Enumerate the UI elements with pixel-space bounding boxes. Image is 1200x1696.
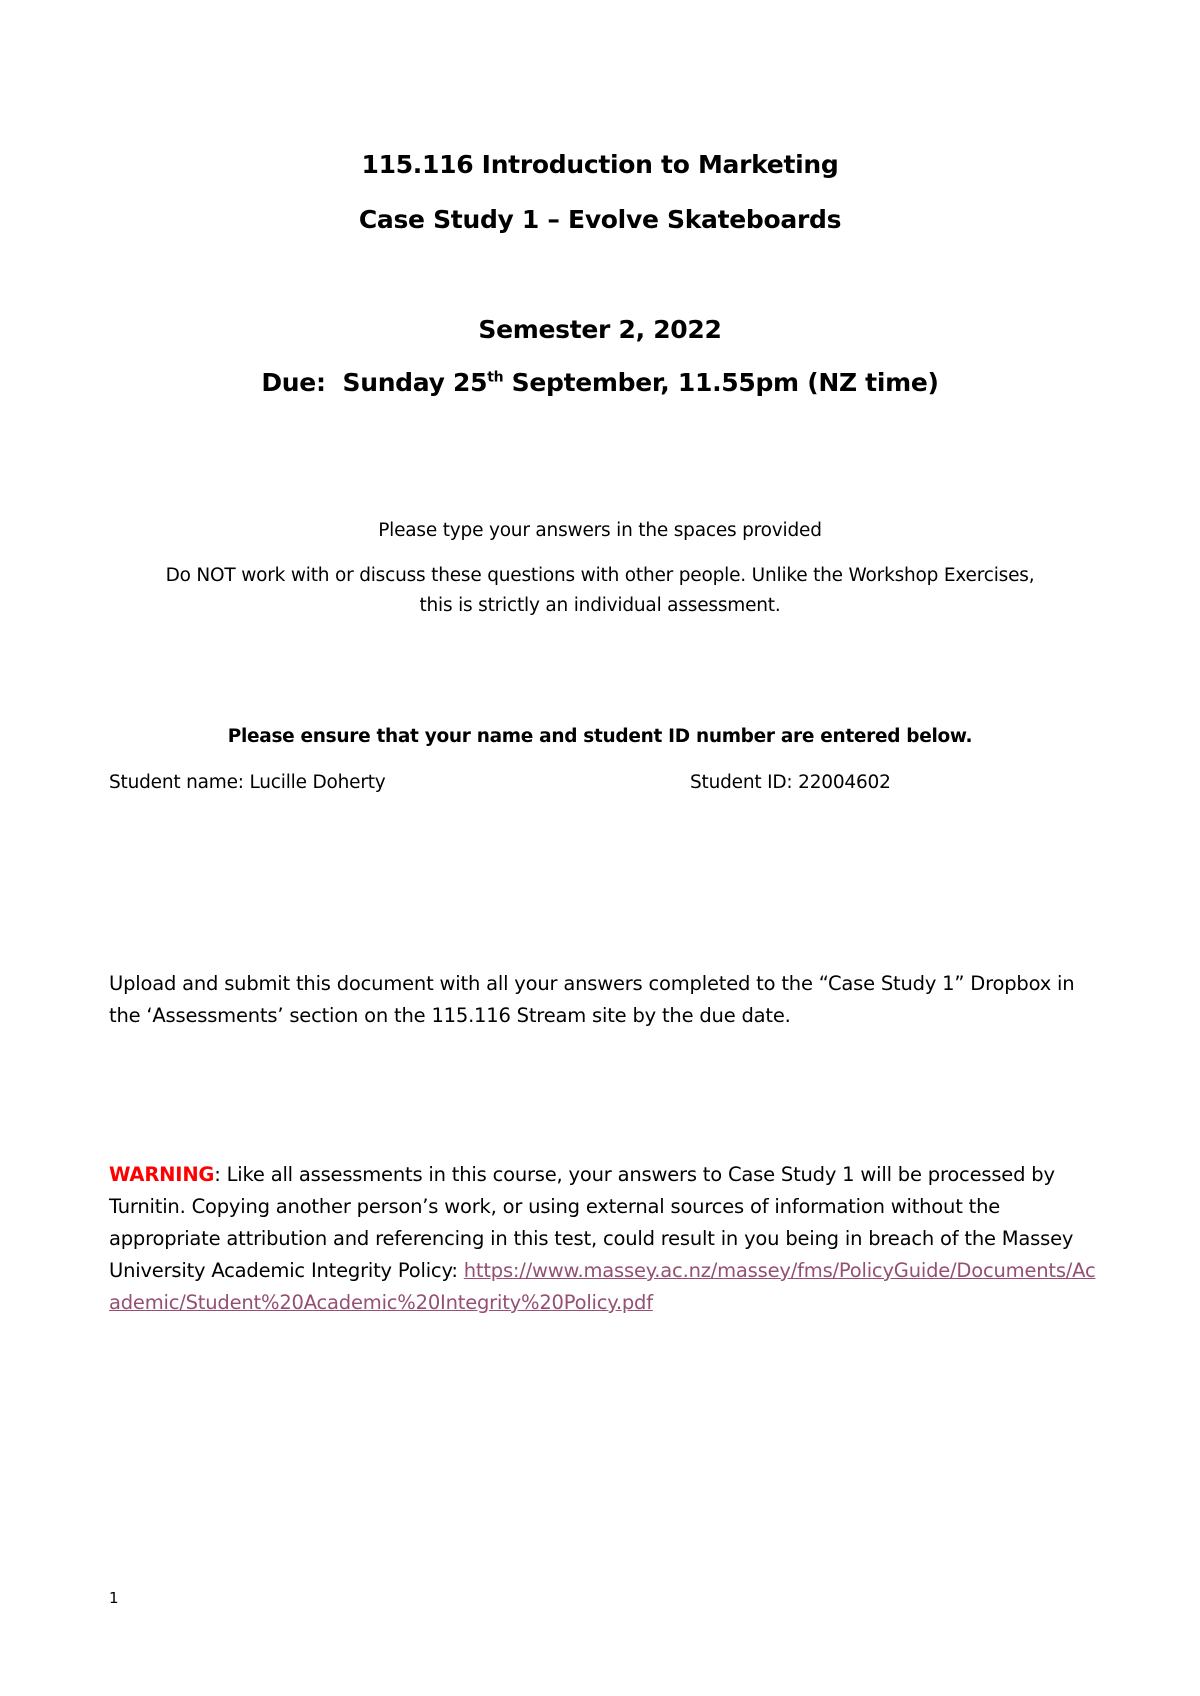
upload-instructions: Upload and submit this document with all your answers completed to the “Case Study 1” Dropbox in the ‘Assessments’ section on the 115.116 Stream site by the due date. [109, 972, 1075, 1027]
case-study-title: Case Study 1 – Evolve Skateboards [358, 205, 842, 234]
due-date [0, 368, 1200, 397]
instruction-line-1: Please type your answers in the spaces provided [378, 520, 822, 541]
student-id-field[interactable]: Student ID: 22004602 [690, 772, 891, 793]
warning-colon: : [214, 1163, 221, 1186]
instruction-line-3: this is strictly an individual assessment. [419, 595, 781, 616]
student-name-field[interactable]: Student name: Lucille Doherty [109, 772, 386, 793]
warning-paragraph [109, 1159, 1099, 1319]
warning-text: Like all assessments in this course, your answers to Case Study 1 will be processed by Turnitin. Copying another person’s work, or using external sources of information without the appropriate attribution and referencing in this test, could result in you being in breach of the Massey University Academic Integrity Policy: [109, 1163, 1074, 1282]
due-label: Due: [261, 368, 326, 397]
due-date-superscript: th [487, 369, 504, 386]
due-date-suffix: September, 11.55pm (NZ time) [511, 368, 939, 397]
name-id-notice: Please ensure that your name and student ID number are entered below. [227, 726, 973, 747]
instruction-line-2: Do NOT work with or discuss these questions with other people. Unlike the Workshop Exercises, [165, 565, 1035, 586]
course-title: 115.116 Introduction to Marketing [361, 150, 839, 179]
policy-link[interactable]: https://www.massey.ac.nz/massey/fms/PolicyGuide/Documents/Academic/Student%20Academic%20Integrity%20Policy.pdf [109, 1259, 1096, 1314]
semester-label: Semester 2, 2022 [478, 315, 722, 344]
due-date-prefix: Sunday 25 [342, 368, 488, 397]
page-number: 1 [109, 1589, 119, 1607]
warning-label: WARNING [109, 1163, 215, 1186]
